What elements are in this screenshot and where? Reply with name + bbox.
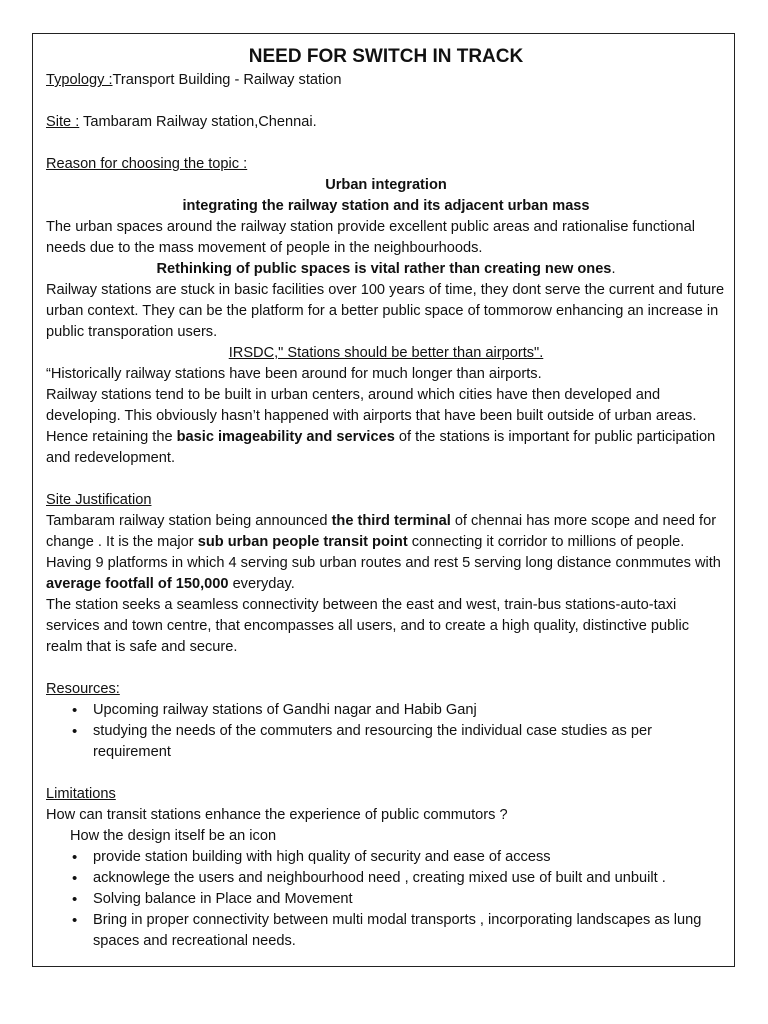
- typology-line: [46, 70, 726, 91]
- resources-heading: Resources:: [46, 681, 120, 697]
- quote-heading: IRSDC," Stations should be better than airports".: [228, 345, 544, 361]
- typology-label: Typology :: [46, 72, 113, 88]
- site-label: Site :: [46, 114, 80, 130]
- limitations-question-2: How the design itself be an icon: [70, 828, 277, 844]
- reason-paragraph-4: Railway stations tend to be built in urban centers, around which cities have then developed and developing. This obviously hasn’t happened with airports that have been built outside of urban areas. Hence retaining the basic imageability and services of the stations is important for public participation and redevelopment.: [46, 387, 716, 466]
- limitations-heading: Limitations: [46, 786, 116, 802]
- reason-subheading-1: Urban integration: [325, 177, 447, 193]
- resources-list: [46, 700, 726, 763]
- reason-paragraph-1: The urban spaces around the railway station provide excellent public areas and rationalise functional needs due to the mass movement of people in the neighbourhoods.: [46, 219, 696, 256]
- page-title: NEED FOR SWITCH IN TRACK: [248, 46, 524, 67]
- list-item: • Solving balance in Place and Movement: [46, 889, 726, 910]
- site-line: [46, 112, 726, 133]
- justification-paragraph-1: Tambaram railway station being announced the third terminal of chennai has more scope and need for change . It is the major sub urban people transit point connecting it corridor to millions of people. Having 9 platforms in which 4 serving sub urban routes and rest 5 serving long distance conmmutes with average footfall of 150,000 everyday.: [46, 513, 721, 592]
- limitations-list: [46, 847, 726, 952]
- typology-value: Transport Building - Railway station: [112, 72, 342, 88]
- reason-subheading-2: integrating the railway station and its adjacent urban mass: [182, 198, 590, 214]
- reason-paragraph-3: “Historically railway stations have been around for much longer than airports.: [46, 366, 542, 382]
- list-item: • studying the needs of the commuters and resourcing the individual case studies as per requirement: [46, 721, 726, 763]
- list-item: • Bring in proper connectivity between multi modal transports , incorporating landscapes as lung spaces and recreational needs.: [46, 910, 726, 952]
- list-item: • provide station building with high quality of security and ease of access: [46, 847, 726, 868]
- justification-paragraph-2: The station seeks a seamless connectivity between the east and west, train-bus stations-auto-taxi services and town centre, that encompasses all users, and to create a high quality, distinctive public realm that is safe and secure.: [46, 597, 690, 655]
- document-body: [46, 44, 726, 952]
- justification-heading: Site Justification: [46, 492, 152, 508]
- list-item: • acknowlege the users and neighbourhood need , creating mixed use of built and unbuilt .: [46, 868, 726, 889]
- reason-paragraph-2: Railway stations are stuck in basic facilities over 100 years of time, they dont serve the current and future urban context. They can be the platform for a better public space of tommorow enhancing an increase in public transporation users.: [46, 282, 725, 340]
- reason-emphasis: Rethinking of public spaces is vital rather than creating new ones.: [156, 261, 616, 277]
- list-item: • Upcoming railway stations of Gandhi nagar and Habib Ganj: [46, 700, 726, 721]
- site-value: Tambaram Railway station,Chennai.: [79, 114, 317, 130]
- limitations-question-1: How can transit stations enhance the experience of public commutors ?: [46, 807, 508, 823]
- reason-heading: Reason for choosing the topic :: [46, 156, 248, 172]
